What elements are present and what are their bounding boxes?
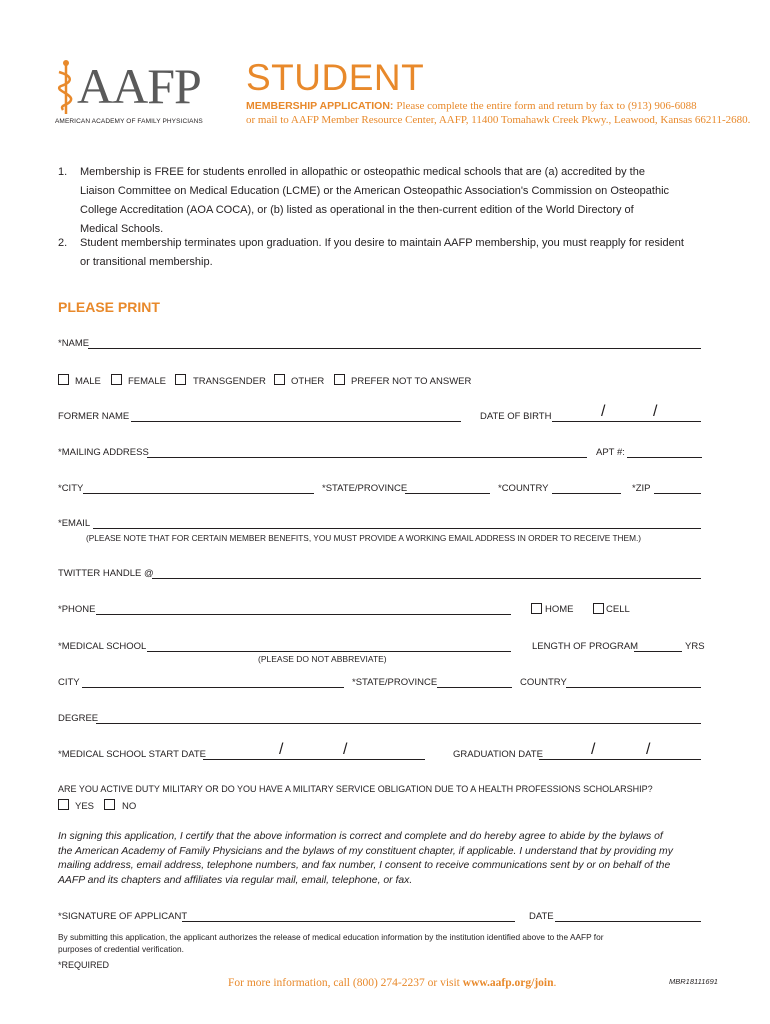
signature-input[interactable] xyxy=(182,921,515,922)
caduceus-icon xyxy=(55,58,77,116)
dob-slash: / xyxy=(601,403,606,420)
email-label: *EMAIL xyxy=(58,518,91,529)
name-input[interactable] xyxy=(88,348,701,349)
twitter-input[interactable] xyxy=(152,578,701,579)
mailing-address-input[interactable] xyxy=(147,457,587,458)
medical-school-label: *MEDICAL SCHOOL xyxy=(58,641,147,652)
graduation-date-input[interactable] xyxy=(539,759,701,760)
note-line: College Accreditation (AOA COCA), or (b) listed as operational in the then-current edition of the World Directory of xyxy=(80,204,634,216)
home-checkbox[interactable] xyxy=(531,603,542,614)
page-title: STUDENT xyxy=(246,57,425,98)
school-city-label: CITY xyxy=(58,677,80,688)
dob-slash: / xyxy=(653,403,658,420)
date-input[interactable] xyxy=(555,921,701,922)
footer-text: For more information, call (800) 274-2237 or visit xyxy=(228,977,463,989)
authorization-line: By submitting this application, the applicant authorizes the release of medical education information by the institution identified above to the AAFP for xyxy=(58,932,604,942)
twitter-label: TWITTER HANDLE @ xyxy=(58,568,154,579)
female-checkbox[interactable] xyxy=(111,374,122,385)
cell-checkbox[interactable] xyxy=(593,603,604,614)
start-date-slash: / xyxy=(279,741,284,758)
transgender-label: TRANSGENDER xyxy=(193,376,266,387)
former-name-label: FORMER NAME xyxy=(58,411,130,422)
other-label: OTHER xyxy=(291,376,325,387)
medical-school-input[interactable] xyxy=(147,651,511,652)
zip-label: *ZIP xyxy=(632,483,651,494)
prefer-not-checkbox[interactable] xyxy=(334,374,345,385)
yes-checkbox[interactable] xyxy=(58,799,69,810)
mailing-address-label: *MAILING ADDRESS xyxy=(58,447,149,458)
note-line: Membership is FREE for students enrolled in allopathic or osteopathic medical schools that are (a) accredited by the xyxy=(80,166,645,178)
country-label: *COUNTRY xyxy=(498,483,549,494)
transgender-checkbox[interactable] xyxy=(175,374,186,385)
length-input[interactable] xyxy=(634,651,682,652)
note-1 xyxy=(58,163,718,239)
note-line: or transitional membership. xyxy=(80,256,213,268)
country-input[interactable] xyxy=(552,493,621,494)
note-line: Medical Schools. xyxy=(80,223,164,235)
graduation-date-slash: / xyxy=(591,741,596,758)
length-label: LENGTH OF PROGRAM xyxy=(532,641,639,652)
phone-label: *PHONE xyxy=(58,604,96,615)
prefer-not-label: PREFER NOT TO ANSWER xyxy=(351,376,472,387)
footer-info xyxy=(228,977,556,989)
cell-label: CELL xyxy=(606,604,630,615)
note-number: 2. xyxy=(58,237,68,249)
military-question: ARE YOU ACTIVE DUTY MILITARY OR DO YOU HAVE A MILITARY SERVICE OBLIGATION DUE TO A HEALTH PROFESSIONS SCHOLARSHIP? xyxy=(58,784,653,794)
zip-input[interactable] xyxy=(654,493,701,494)
form-code: MBR18111691 xyxy=(669,977,718,986)
state-label: *STATE/PROVINCE xyxy=(322,483,408,494)
section-title: PLEASE PRINT xyxy=(58,299,160,315)
start-date-input[interactable] xyxy=(203,759,425,760)
no-label: NO xyxy=(122,801,137,812)
note-number: 1. xyxy=(58,166,68,178)
school-country-input[interactable] xyxy=(566,687,701,688)
city-label: *CITY xyxy=(58,483,84,494)
certification-line: AAFP and its chapters and affiliates via regular mail, email, telephone, or fax. xyxy=(58,874,413,886)
yes-label: YES xyxy=(75,801,95,812)
note-2 xyxy=(58,234,718,272)
graduation-date-slash: / xyxy=(646,741,651,758)
city-input[interactable] xyxy=(83,493,314,494)
no-abbrev-note: (PLEASE DO NOT ABBREVIATE) xyxy=(258,654,387,664)
certification-line: mailing address, email address, telephone numbers, and fax number, I consent to receive communications sent by or on behalf of the xyxy=(58,860,671,871)
school-city-input[interactable] xyxy=(82,687,344,688)
application-instructions xyxy=(246,100,750,128)
footer-link[interactable]: www.aafp.org/join xyxy=(462,977,554,989)
school-country-label: COUNTRY xyxy=(520,677,567,688)
instructions-line2: or mail to AAFP Member Resource Center, AAFP, 11400 Tomahawk Creek Pkwy., Leawood, Kansas 66211-2680. xyxy=(246,114,751,126)
graduation-date-label: GRADUATION DATE xyxy=(453,749,543,760)
apt-label: APT #: xyxy=(596,447,625,458)
no-checkbox[interactable] xyxy=(104,799,115,810)
aafp-logo xyxy=(55,58,215,128)
female-label: FEMALE xyxy=(128,376,167,387)
date-label: DATE xyxy=(529,911,554,922)
note-line: Student membership terminates upon graduation. If you desire to maintain AAFP membership, you must reapply for resident xyxy=(80,237,684,249)
certification-line: the American Academy of Family Physicians and the bylaws of my constituent chapter, if applicable. I understand that by providing my xyxy=(58,845,673,857)
name-label: *NAME xyxy=(58,338,90,349)
logo-subtitle: AMERICAN ACADEMY OF FAMILY PHYSICIANS xyxy=(55,118,203,125)
footer-period: . xyxy=(553,977,557,989)
application-label: MEMBERSHIP APPLICATION: xyxy=(246,100,394,112)
logo-text: AAFP xyxy=(77,58,201,114)
dob-label: DATE OF BIRTH xyxy=(480,411,552,422)
note-line: Liaison Committee on Medical Education (LCME) or the American Osteopathic Association's Commission on Osteopathic xyxy=(80,185,670,197)
authorization-line: purposes of credential verification. xyxy=(58,944,184,954)
former-name-input[interactable] xyxy=(131,421,461,422)
start-date-label: *MEDICAL SCHOOL START DATE xyxy=(58,749,206,760)
authorization-statement xyxy=(58,931,603,955)
male-checkbox[interactable] xyxy=(58,374,69,385)
home-label: HOME xyxy=(545,604,574,615)
male-label: MALE xyxy=(75,376,101,387)
apt-input[interactable] xyxy=(627,457,702,458)
other-checkbox[interactable] xyxy=(274,374,285,385)
school-state-label: *STATE/PROVINCE xyxy=(352,677,438,688)
yrs-label: YRS xyxy=(685,641,705,652)
signature-label: *SIGNATURE OF APPLICANT xyxy=(58,911,188,922)
state-input[interactable] xyxy=(405,493,490,494)
certification-statement xyxy=(58,830,738,888)
required-note: *REQUIRED xyxy=(58,960,110,970)
email-note: (PLEASE NOTE THAT FOR CERTAIN MEMBER BENEFITS, YOU MUST PROVIDE A WORKING EMAIL ADDRESS IN ORDER TO RECEIVE THEM.) xyxy=(86,533,642,543)
phone-input[interactable] xyxy=(96,614,511,615)
start-date-slash: / xyxy=(343,741,348,758)
degree-input[interactable] xyxy=(96,723,701,724)
email-input[interactable] xyxy=(93,528,701,529)
certification-line: In signing this application, I certify that the above information is correct and complete and do hereby agree to abide by the bylaws of xyxy=(58,831,663,842)
instructions-line1: Please complete the entire form and return by fax to (913) 906-6088 xyxy=(396,100,697,112)
dob-input[interactable] xyxy=(552,421,701,422)
degree-label: DEGREE xyxy=(58,713,99,724)
school-state-input[interactable] xyxy=(437,687,512,688)
